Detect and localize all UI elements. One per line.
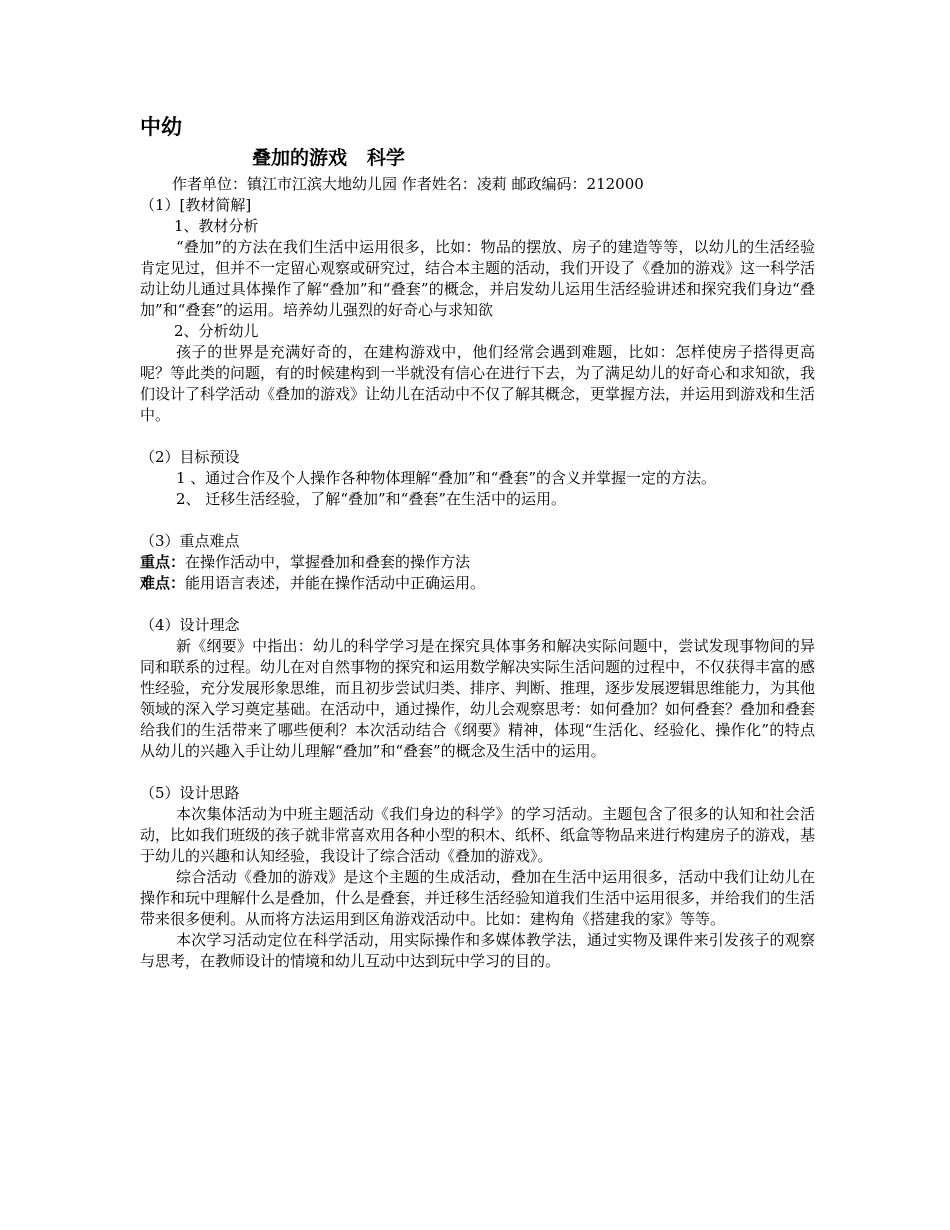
difficulty-line — [140, 573, 815, 594]
spacer — [140, 594, 815, 615]
grade-level: 中幼 — [140, 115, 182, 139]
document-title: 叠加的游戏 科学 — [252, 147, 405, 169]
document-page — [140, 112, 815, 972]
section-5-heading: （5）设计思路 — [140, 784, 240, 802]
spacer — [140, 426, 815, 447]
section-2-heading: （2）目标预设 — [140, 448, 240, 466]
section-1-heading: （1）[教材简解] — [140, 196, 252, 214]
difficulty-label: 难点： — [140, 574, 186, 592]
author-line: 作者单位：镇江市江滨大地幼儿园 作者姓名：凌莉 邮政编码：212000 — [172, 175, 644, 193]
section-5-paragraph-2: 综合活动《叠加的游戏》是这个主题的生成活动，叠加在生活中运用很多，活动中我们让幼儿在操作和玩中理解什么是叠加，什么是叠套，并迁移生活经验知道我们生活中运用很多，并给我们的生活带来很多便利。从而将方法运用到区角游戏活动中。比如：建构角《搭建我的家》等等。 — [140, 868, 816, 928]
section-4-heading: （4）设计理念 — [140, 616, 240, 634]
section-5-paragraph-1: 本次集体活动为中班主题活动《我们身边的科学》的学习活动。主题包含了很多的认知和社会活动，比如我们班级的孩子就非常喜欢用各种小型的积木、纸杯、纸盒等物品来进行构建房子的游戏，基于幼儿的兴趣和认知经验，我设计了综合活动《叠加的游戏》。 — [140, 805, 816, 865]
section-1-sub-1: 1、教材分析 — [174, 217, 259, 235]
section-4-paragraph: 新《纲要》中指出：幼儿的科学学习是在探究具体事务和解决实际问题中，尝试发现事物间的异同和联系的过程。幼儿在对自然事物的探究和运用数学解决实际生活问题的过程中，不仅获得丰富的感性经验，充分发展形象思维，而且初步尝试归类、排序、判断、推理，逐步发展逻辑思维能力，为其他领域的深入学习奠定基础。在活动中，通过操作，幼儿会观察思考：如何叠加？如何叠套？叠加和叠套给我们的生活带来了哪些便利？本次活动结合《纲要》精神，体现“生活化、经验化、操作化”的特点从幼儿的兴趣入手让幼儿理解“叠加”和“叠套”的概念及生活中的运用。 — [140, 637, 816, 760]
difficulty-text: 能用语言表述，并能在操作活动中正确运用。 — [185, 574, 486, 592]
section-1-paragraph-1: “叠加”的方法在我们生活中运用很多，比如：物品的摆放、房子的建造等等，以幼儿的生活经验肯定见过，但并不一定留心观察或研究过，结合本主题的活动，我们开设了《叠加的游戏》这一科学活动让幼儿通过具体操作了解“叠加”和“叠套”的概念，并启发幼儿运用生活经验讲述和探究我们身边“叠加”和“叠套”的运用。培养幼儿强烈的好奇心与求知欲 — [140, 238, 816, 319]
spacer — [140, 762, 815, 783]
key-point-line — [140, 552, 815, 573]
spacer — [140, 510, 815, 531]
goal-item-1: 1 、通过合作及个人操作各种物体理解“叠加”和“叠套”的含义并掌握一定的方法。 — [176, 469, 716, 487]
key-point-text: 在操作活动中，掌握叠加和叠套的操作方法 — [185, 553, 471, 571]
section-1-sub-2: 2、分析幼儿 — [174, 322, 259, 340]
goal-item-2: 2、 迁移生活经验，了解“叠加”和“叠套”在生活中的运用。 — [176, 490, 566, 508]
section-5-paragraph-3: 本次学习活动定位在科学活动，用实际操作和多媒体教学法，通过实物及课件来引发孩子的观察与思考，在教师设计的情境和幼儿互动中达到玩中学习的目的。 — [140, 931, 815, 970]
key-point-label: 重点： — [140, 553, 186, 571]
section-1-paragraph-2: 孩子的世界是充满好奇的，在建构游戏中，他们经常会遇到难题，比如：怎样使房子搭得更高呢？等此类的问题，有的时候建构到一半就没有信心在进行下去，为了满足幼儿的好奇心和求知欲，我们设计了科学活动《叠加的游戏》让幼儿在活动中不仅了解其概念，更掌握方法，并运用到游戏和生活中。 — [140, 343, 816, 424]
section-3-heading: （3）重点难点 — [140, 532, 240, 550]
